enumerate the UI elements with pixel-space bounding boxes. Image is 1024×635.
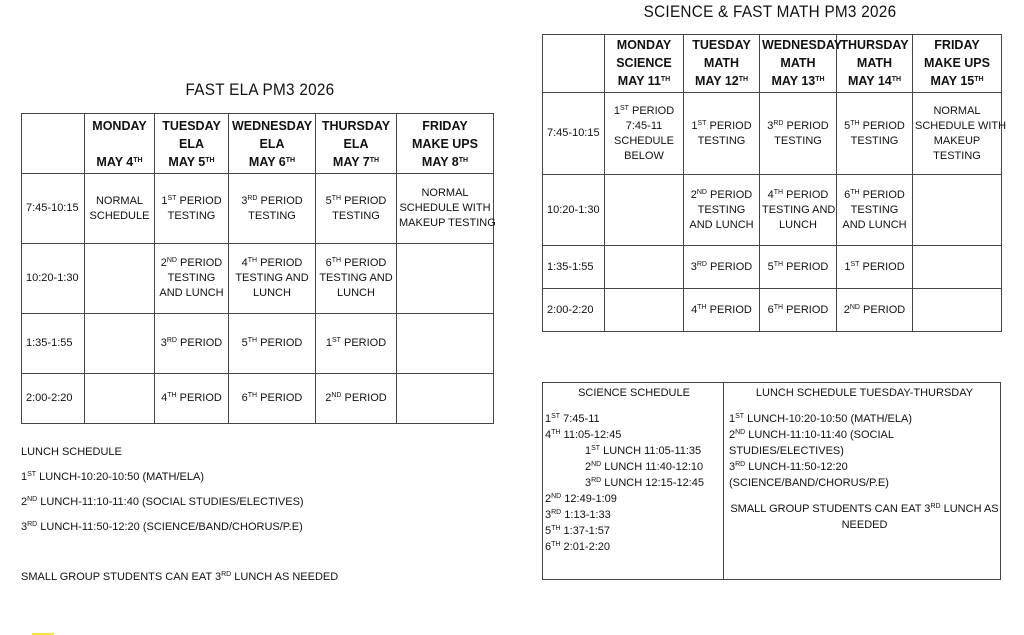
science-schedule-item: 3RD LUNCH 12:15-12:45 bbox=[585, 477, 704, 489]
lunch-item: 2ND LUNCH-11:10-11:40 (SOCIAL STUDIES/ELECTIVES) bbox=[21, 496, 304, 508]
schedule-cell bbox=[397, 244, 494, 314]
schedule-cell: 4TH PERIOD bbox=[155, 374, 229, 424]
table-row bbox=[22, 174, 494, 244]
schedule-cell: 3RD PERIOD bbox=[155, 314, 229, 374]
schedule-cell bbox=[85, 374, 155, 424]
schedule-cell bbox=[913, 289, 1002, 332]
time-slot: 2:00-2:20 bbox=[22, 374, 85, 424]
schedule-cell: 2ND PERIOD TESTING AND LUNCH bbox=[155, 244, 229, 314]
lunch-note: SMALL GROUP STUDENTS CAN EAT 3RD LUNCH AS NEEDED bbox=[730, 503, 999, 531]
schedule-cell: 6TH PERIOD TESTING AND LUNCH bbox=[316, 244, 397, 314]
schedule-cell bbox=[605, 289, 684, 332]
lunch-note: SMALL GROUP STUDENTS CAN EAT 3RD LUNCH AS NEEDED bbox=[21, 571, 339, 583]
schedule-cell bbox=[913, 246, 1002, 289]
corner-cell bbox=[22, 114, 85, 174]
time-slot: 10:20-1:30 bbox=[543, 175, 605, 246]
schedule-cell: NORMAL SCHEDULE WITH MAKEUP TESTING bbox=[397, 174, 494, 244]
lunch-item: 1ST LUNCH-10:20-10:50 (MATH/ELA) bbox=[729, 413, 912, 425]
schedule-cell: 2ND PERIOD TESTING AND LUNCH bbox=[684, 175, 760, 246]
table-row bbox=[543, 175, 1002, 246]
schedule-cell bbox=[913, 175, 1002, 246]
schedule-cell: 6TH PERIOD TESTING AND LUNCH bbox=[837, 175, 913, 246]
day-header: WEDNESDAY MATH MAY 13TH bbox=[760, 35, 837, 93]
ela-schedule-table bbox=[21, 113, 494, 424]
schedule-cell: 6TH PERIOD bbox=[760, 289, 837, 332]
schedule-cell: 2ND PERIOD bbox=[316, 374, 397, 424]
schedule-cell: 1ST PERIOD TESTING bbox=[684, 93, 760, 175]
time-slot: 2:00-2:20 bbox=[543, 289, 605, 332]
day-header: WEDNESDAY ELA MAY 6TH bbox=[229, 114, 316, 174]
day-header: FRIDAY MAKE UPS MAY 15TH bbox=[913, 35, 1002, 93]
schedule-cell: 3RD PERIOD bbox=[684, 246, 760, 289]
schedule-cell: 5TH PERIOD TESTING bbox=[837, 93, 913, 175]
math-schedule-table bbox=[542, 34, 1007, 332]
lunch-item: 1ST LUNCH-10:20-10:50 (MATH/ELA) bbox=[21, 471, 204, 483]
lunch-item: 2ND LUNCH-11:10-11:40 (SOCIAL STUDIES/ELECTIVES) bbox=[729, 429, 894, 457]
schedule-cell bbox=[605, 175, 684, 246]
day-header: TUESDAY ELA MAY 5TH bbox=[155, 114, 229, 174]
time-slot: 10:20-1:30 bbox=[22, 244, 85, 314]
science-schedule bbox=[543, 383, 724, 579]
schedule-cell bbox=[85, 314, 155, 374]
ela-lunch-schedule bbox=[21, 446, 338, 596]
time-slot: 7:45-10:15 bbox=[22, 174, 85, 244]
science-schedule-item: 2ND 12:49-1:09 bbox=[545, 493, 617, 505]
schedule-cell: 4TH PERIOD TESTING AND LUNCH bbox=[760, 175, 837, 246]
table-row bbox=[22, 314, 494, 374]
schedule-cell: 5TH PERIOD bbox=[229, 314, 316, 374]
schedule-cell bbox=[397, 374, 494, 424]
ela-title: FAST ELA PM3 2026 bbox=[185, 80, 335, 99]
math-title: SCIENCE & FAST MATH PM3 2026 bbox=[643, 2, 897, 21]
day-header: FRIDAY MAKE UPS MAY 8TH bbox=[397, 114, 494, 174]
science-schedule-item: 4TH 11:05-12:45 bbox=[545, 429, 622, 441]
lunch-heading: LUNCH SCHEDULE bbox=[21, 446, 122, 458]
schedule-cell bbox=[605, 246, 684, 289]
schedule-cell: 2ND PERIOD bbox=[837, 289, 913, 332]
science-schedule-item: 2ND LUNCH 11:40-12:10 bbox=[585, 461, 704, 473]
science-schedule-item: 3RD 1:13-1:33 bbox=[545, 509, 611, 521]
science-schedule-item: 1ST 7:45-11 bbox=[545, 413, 600, 425]
time-slot: 7:45-10:15 bbox=[543, 93, 605, 175]
corner-cell bbox=[543, 35, 605, 93]
schedule-cell: 4TH PERIOD bbox=[684, 289, 760, 332]
table-row bbox=[22, 374, 494, 424]
day-header: THURSDAY MATH MAY 14TH bbox=[837, 35, 913, 93]
time-slot: 1:35-1:55 bbox=[22, 314, 85, 374]
schedule-cell: 6TH PERIOD bbox=[229, 374, 316, 424]
lunch-item: 3RD LUNCH-11:50-12:20 (SCIENCE/BAND/CHORUS/P.E) bbox=[21, 521, 303, 533]
science-schedule-heading: SCIENCE SCHEDULE bbox=[578, 387, 690, 399]
lunch-item: 3RD LUNCH-11:50-12:20 (SCIENCE/BAND/CHORUS/P.E) bbox=[729, 461, 889, 489]
schedule-cell: 1ST PERIOD bbox=[837, 246, 913, 289]
schedule-info-box bbox=[542, 382, 1001, 580]
science-schedule-item: 1ST LUNCH 11:05-11:35 bbox=[585, 445, 702, 457]
lunch-schedule-tue-thu bbox=[724, 383, 1000, 579]
schedule-cell: 3RD PERIOD TESTING bbox=[229, 174, 316, 244]
schedule-cell: 1ST PERIOD bbox=[316, 314, 397, 374]
table-row bbox=[543, 93, 1002, 175]
schedule-cell: 4TH PERIOD TESTING AND LUNCH bbox=[229, 244, 316, 314]
science-schedule-item: 6TH 2:01-2:20 bbox=[545, 541, 611, 553]
day-header: MONDAY SCIENCE MAY 11TH bbox=[605, 35, 684, 93]
table-row bbox=[22, 244, 494, 314]
schedule-cell: NORMAL SCHEDULE WITH MAKEUP TESTING bbox=[913, 93, 1002, 175]
day-header: THURSDAY ELA MAY 7TH bbox=[316, 114, 397, 174]
schedule-cell bbox=[85, 244, 155, 314]
schedule-cell bbox=[397, 314, 494, 374]
schedule-cell: NORMAL SCHEDULE bbox=[85, 174, 155, 244]
schedule-cell: 1ST PERIOD 7:45-11 SCHEDULE BELOW bbox=[605, 93, 684, 175]
table-row bbox=[543, 246, 1002, 289]
table-row bbox=[543, 289, 1002, 332]
science-schedule-item: 5TH 1:37-1:57 bbox=[545, 525, 611, 537]
day-header: TUESDAY MATH MAY 12TH bbox=[684, 35, 760, 93]
schedule-cell: 5TH PERIOD bbox=[760, 246, 837, 289]
day-header: MONDAY MAY 4TH bbox=[85, 114, 155, 174]
time-slot: 1:35-1:55 bbox=[543, 246, 605, 289]
schedule-cell: 1ST PERIOD TESTING bbox=[155, 174, 229, 244]
lunch-schedule-heading: LUNCH SCHEDULE TUESDAY-THURSDAY bbox=[755, 387, 974, 399]
schedule-cell: 3RD PERIOD TESTING bbox=[760, 93, 837, 175]
schedule-cell: 5TH PERIOD TESTING bbox=[316, 174, 397, 244]
